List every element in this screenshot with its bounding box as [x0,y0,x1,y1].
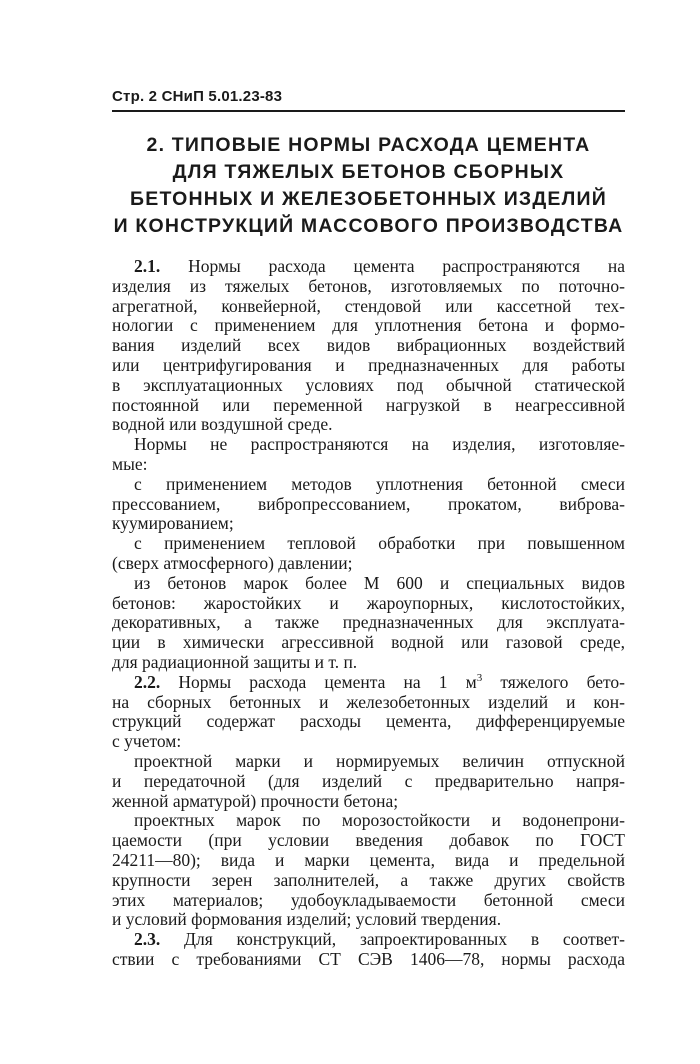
body-text [112,257,625,970]
text-line: в эксплуатационных условиях под обычной статической [112,374,625,395]
text-line: с применением тепловой обработки при повышенном [134,533,625,554]
clause-number: 2.2. [134,671,161,692]
text-line: крупности зерен заполнителей, а также других свойств [112,869,625,890]
text-run: Нормы расхода цемента распространяются на [188,256,625,276]
section-title [112,132,625,240]
paragraph-2-1-first-line [112,257,625,277]
clause-number: 2.3. [134,929,161,950]
paragraph-2-3-first-line [112,930,625,950]
text-run: Для конструкций, запроектированных в соответ- [184,929,625,950]
text-line: с применением методов уплотнения бетонной смеси [134,473,625,494]
clause-number: 2.1. [134,256,161,276]
text-line: прессованием, вибропрессованием, прокатом, виброва- [112,493,625,514]
text-line: из бетонов марок более М 600 и специальных видов [134,572,625,593]
text-line: постоянной или переменной нагрузкой в неагрессивной [112,394,625,415]
text-line: Нормы не распространяются на изделия, изготовляе- [134,434,625,455]
text-line: этих материалов; удобоукладываемости бетонной смеси [112,889,625,910]
text-line: женной арматурой) прочности бетона; [112,790,399,811]
text-line: с учетом: [112,731,182,752]
paragraph-2-2-first-line [112,673,625,693]
text-line: и условий формования изделий; условий твердения. [112,909,502,930]
text-line: нологии с применением для уплотнения бетона и формо- [112,315,625,336]
section-title-line: 2. ТИПОВЫЕ НОРМЫ РАСХОДА ЦЕМЕНТА [146,134,591,156]
text-line: вания изделий всех видов вибрационных воздействий [112,335,625,356]
text-line: струкций содержат расходы цемента, дифференцируемые [112,711,625,732]
text-line: мые: [112,453,148,474]
header-rule [112,110,625,112]
text-run: Нормы расхода цемента на 1 м [178,671,477,692]
text-line: агрегатной, конвейерной, стендовой или кассетной тех- [112,295,625,316]
superscript: 3 [476,671,483,684]
text-line: на сборных бетонных и железобетонных изделий и кон- [112,691,625,712]
text-line: для радиационной защиты и т. п. [112,651,358,672]
text-line: проектных марок по морозостойкости и водонепрони- [134,810,625,831]
text-line: изделия из тяжелых бетонов, изготовляемых по поточно- [112,275,625,296]
text-run: тяжелого бето- [482,671,625,692]
text-line: ции в химически агрессивной водной или газовой среде, [112,632,625,653]
text-line: (сверх атмосферного) давлении; [112,552,353,573]
text-line: проектной марки и нормируемых величин отпускной [134,750,625,771]
section-title-line: ДЛЯ ТЯЖЕЛЫХ БЕТОНОВ СБОРНЫХ [172,161,565,183]
text-line: куумированием; [112,513,234,534]
running-header: Стр. 2 СНиП 5.01.23-83 [112,88,283,105]
section-title-line: БЕТОННЫХ И ЖЕЛЕЗОБЕТОННЫХ ИЗДЕЛИЙ [130,188,607,210]
section-title-line: И КОНСТРУКЦИЙ МАССОВОГО ПРОИЗВОДСТВА [113,215,624,237]
text-line: или центрифугирования и предназначенных для работы [112,354,625,375]
text-line: и передаточной (для изделий с предварительно напря- [112,770,625,791]
text-line: ствии с требованиями СТ СЭВ 1406—78, нормы расхода [112,948,625,969]
text-line: водной или воздушной среде. [112,414,333,435]
text-line: 24211—80); вида и марки цемента, вида и предельной [112,849,625,870]
text-line: бетонов: жаростойких и жароупорных, кислотостойких, [112,592,625,613]
text-line: цаемости (при условии введения добавок по ГОСТ [112,830,625,851]
text-line: декоративных, а также предназначенных для эксплуата- [112,612,625,633]
